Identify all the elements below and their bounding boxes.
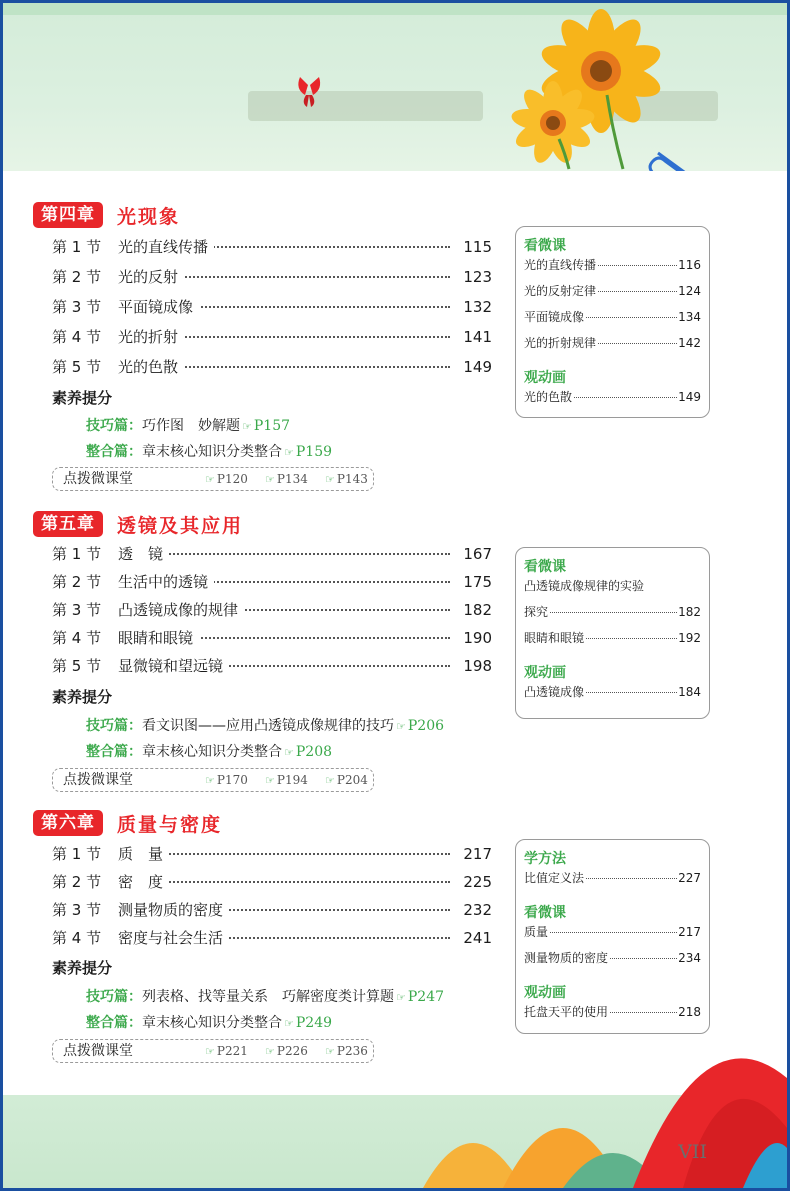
section-title: 平面镜成像 (118, 295, 199, 319)
dianbo-ref[interactable]: ☞ P194 (263, 769, 308, 792)
section-title: 测量物质的密度 (118, 898, 229, 922)
zhenghe-label: 整合篇： (86, 1015, 142, 1031)
section-title: 光的色散 (118, 355, 184, 379)
page-ref: P208 (295, 744, 333, 760)
toc-entry[interactable] (52, 898, 492, 922)
chapter-badge: 第五章 (33, 511, 103, 537)
jiqiao-entry[interactable] (86, 986, 444, 1006)
section-title: 生活中的透镜 (118, 570, 214, 594)
section-number: 第 4 节 (52, 929, 102, 947)
toc-entry[interactable] (52, 542, 492, 566)
toc-entry[interactable] (52, 654, 492, 678)
page-number: 132 (463, 298, 492, 316)
sidebar-item[interactable]: 光的直线传播 116 (524, 255, 701, 275)
pointing-hand-icon: ☞ (265, 473, 275, 486)
sidebar-item[interactable]: 眼睛和眼镜 192 (524, 628, 701, 648)
sidebar-item[interactable]: 质量 217 (524, 922, 701, 942)
dianbo-ref[interactable]: ☞ P170 (203, 769, 248, 792)
dianbo-ref[interactable]: ☞ P143 (323, 468, 368, 491)
pointing-hand-icon: ☞ (284, 746, 294, 759)
section-number: 第 4 节 (52, 629, 102, 647)
sidebar-heading: 看微课 (524, 238, 566, 254)
section-number: 第 1 节 (52, 545, 102, 563)
page-number-footer: VII (678, 1141, 707, 1163)
sidebar-heading: 观动画 (524, 985, 566, 1001)
resource-sidebar (515, 226, 710, 418)
sidebar-heading: 学方法 (524, 851, 566, 867)
page-ref: P157 (253, 418, 291, 434)
chapter-header (33, 809, 222, 837)
chapter-title: 光现象 (117, 205, 181, 228)
jiqiao-text: 巧作图 妙解题 (142, 418, 240, 434)
dianbo-label: 点拨微课堂 (63, 772, 133, 788)
page-number: 149 (463, 358, 492, 376)
suyang-heading: 素养提分 (52, 688, 113, 706)
pointing-hand-icon: ☞ (284, 446, 294, 459)
resource-sidebar (515, 839, 710, 1034)
section-title: 质 量 (118, 842, 169, 866)
dianbo-label: 点拨微课堂 (63, 1043, 133, 1059)
toc-entry[interactable] (52, 295, 492, 319)
dianbo-box (52, 467, 374, 491)
sidebar-item[interactable]: 比值定义法 227 (524, 868, 701, 888)
pointing-hand-icon: ☞ (325, 473, 335, 486)
page-ref: P249 (295, 1015, 333, 1031)
jiqiao-label: 技巧篇： (86, 989, 142, 1005)
dianbo-ref[interactable]: ☞ P226 (263, 1040, 308, 1063)
toc-entry[interactable] (52, 598, 492, 622)
pointing-hand-icon: ☞ (205, 774, 215, 787)
jiqiao-entry[interactable] (86, 715, 444, 735)
jiqiao-label: 技巧篇： (86, 418, 142, 434)
zhenghe-entry[interactable] (86, 441, 332, 461)
sidebar-item[interactable]: 光的色散 149 (524, 387, 701, 407)
page-number: 217 (463, 845, 492, 863)
pointing-hand-icon: ☞ (205, 473, 215, 486)
jiqiao-label: 技巧篇： (86, 718, 142, 734)
suyang-heading: 素养提分 (52, 389, 113, 407)
sidebar-item[interactable]: 凸透镜成像 184 (524, 682, 701, 702)
pointing-hand-icon: ☞ (325, 774, 335, 787)
toc-entry[interactable] (52, 235, 492, 259)
toc-entry[interactable] (52, 926, 492, 950)
toc-entry[interactable] (52, 325, 492, 349)
section-title: 透 镜 (118, 542, 169, 566)
page-number: 190 (463, 629, 492, 647)
toc-entry[interactable] (52, 842, 492, 866)
toc-entry[interactable] (52, 265, 492, 289)
resource-sidebar (515, 547, 710, 719)
section-number: 第 3 节 (52, 601, 102, 619)
page-ref: P206 (407, 718, 445, 734)
sidebar-heading: 看微课 (524, 905, 566, 921)
pointing-hand-icon: ☞ (205, 1045, 215, 1058)
sidebar-heading: 观动画 (524, 370, 566, 386)
section-title: 密 度 (118, 870, 169, 894)
banner-illustration (3, 3, 787, 171)
section-number: 第 5 节 (52, 657, 102, 675)
section-number: 第 3 节 (52, 298, 102, 316)
section-title: 光的反射 (118, 265, 184, 289)
suyang-heading: 素养提分 (52, 959, 113, 977)
pointing-hand-icon: ☞ (284, 1017, 294, 1030)
dianbo-ref[interactable]: ☞ P120 (203, 468, 248, 491)
sidebar-text: 凸透镜成像规律的实验 (524, 576, 701, 596)
sidebar-heading: 看微课 (524, 559, 566, 575)
page-number: 225 (463, 873, 492, 891)
zhenghe-text: 章末核心知识分类整合 (142, 444, 282, 460)
section-number: 第 4 节 (52, 328, 102, 346)
header-banner (3, 3, 787, 171)
section-number: 第 2 节 (52, 268, 102, 286)
dianbo-box (52, 768, 374, 792)
jiqiao-text: 看文识图——应用凸透镜成像规律的技巧 (142, 718, 394, 734)
page-number: 182 (463, 601, 492, 619)
section-title: 光的直线传播 (118, 235, 214, 259)
page-number: 175 (463, 573, 492, 591)
section-title: 凸透镜成像的规律 (118, 598, 244, 622)
pointing-hand-icon: ☞ (325, 1045, 335, 1058)
section-number: 第 5 节 (52, 358, 102, 376)
sidebar-item[interactable]: 托盘天平的使用 218 (524, 1002, 701, 1022)
chapter-badge: 第六章 (33, 810, 103, 836)
section-number: 第 1 节 (52, 845, 102, 863)
pointing-hand-icon: ☞ (242, 420, 252, 433)
dianbo-ref[interactable]: ☞ P221 (203, 1040, 248, 1063)
page-number: 232 (463, 901, 492, 919)
zhenghe-text: 章末核心知识分类整合 (142, 744, 282, 760)
chapter-badge: 第四章 (33, 202, 103, 228)
page-number: 141 (463, 328, 492, 346)
page-ref: P159 (295, 444, 333, 460)
section-number: 第 3 节 (52, 901, 102, 919)
toc-entry[interactable] (52, 355, 492, 379)
section-number: 第 2 节 (52, 573, 102, 591)
zhenghe-entry[interactable] (86, 741, 332, 761)
toc-entry[interactable] (52, 626, 492, 650)
pointing-hand-icon: ☞ (265, 1045, 275, 1058)
footer-hills-illustration (3, 1008, 787, 1188)
dianbo-ref[interactable]: ☞ P204 (323, 769, 368, 792)
pointing-hand-icon: ☞ (396, 720, 406, 733)
page-ref: P247 (407, 989, 445, 1005)
zhenghe-label: 整合篇： (86, 744, 142, 760)
toc-page (3, 3, 787, 1188)
sidebar-item[interactable]: 测量物质的密度 234 (524, 948, 701, 968)
paperclip-icon (650, 153, 697, 171)
toc-entry[interactable] (52, 870, 492, 894)
sidebar-heading: 观动画 (524, 665, 566, 681)
pointing-hand-icon: ☞ (265, 774, 275, 787)
dianbo-ref[interactable]: ☞ P236 (323, 1040, 368, 1063)
pointing-hand-icon: ☞ (396, 991, 406, 1004)
section-title: 密度与社会生活 (118, 926, 229, 950)
zhenghe-text: 章末核心知识分类整合 (142, 1015, 282, 1031)
sidebar-item[interactable]: 光的反射定律 124 (524, 281, 701, 301)
page-number: 167 (463, 545, 492, 563)
chapter-title: 质量与密度 (117, 813, 223, 836)
section-title: 显微镜和望远镜 (118, 654, 229, 678)
section-title: 眼睛和眼镜 (118, 626, 199, 650)
toc-entry[interactable] (52, 570, 492, 594)
page-number: 115 (463, 238, 492, 256)
chapter-title: 透镜及其应用 (117, 514, 244, 537)
dianbo-label: 点拨微课堂 (63, 471, 133, 487)
dianbo-ref[interactable]: ☞ P134 (263, 468, 308, 491)
section-number: 第 2 节 (52, 873, 102, 891)
page-number: 123 (463, 268, 492, 286)
chapter-header (33, 510, 243, 538)
jiqiao-entry[interactable] (86, 415, 290, 435)
chapter-header (33, 201, 180, 229)
page-number: 198 (463, 657, 492, 675)
section-number: 第 1 节 (52, 238, 102, 256)
sidebar-item[interactable]: 探究 182 (524, 602, 701, 622)
sidebar-item[interactable]: 光的折射规律 142 (524, 333, 701, 353)
sidebar-item[interactable]: 平面镜成像 134 (524, 307, 701, 327)
section-title: 光的折射 (118, 325, 184, 349)
jiqiao-text: 列表格、找等量关系 巧解密度类计算题 (142, 989, 394, 1005)
zhenghe-label: 整合篇： (86, 444, 142, 460)
page-number: 241 (463, 929, 492, 947)
